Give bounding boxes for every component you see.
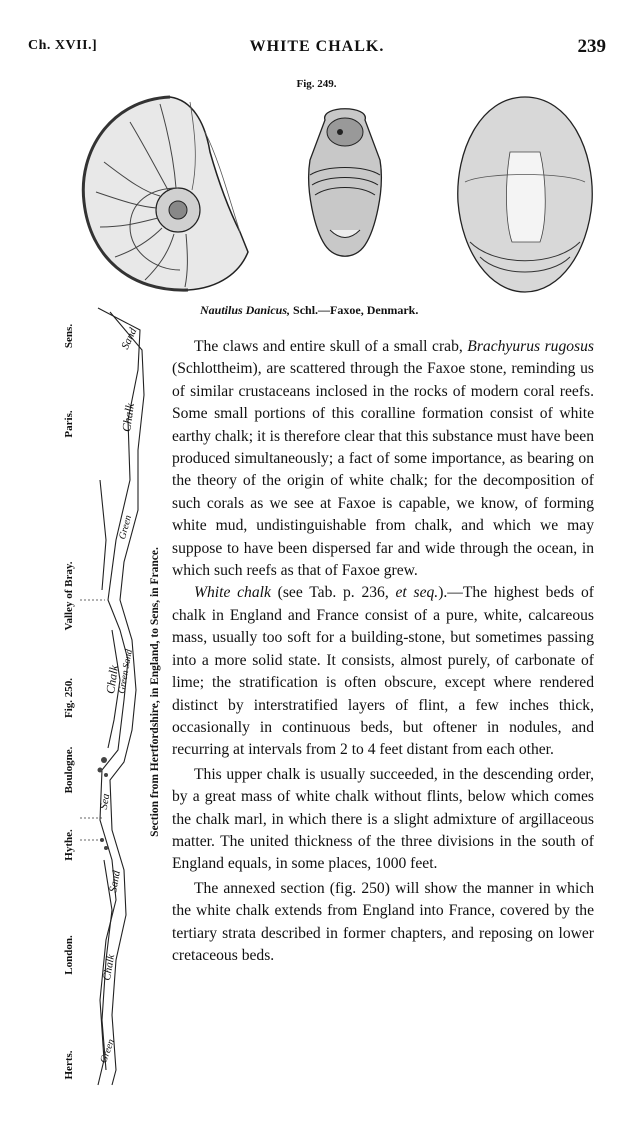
place-sens: Sens. — [63, 323, 75, 349]
caption-species: Nautilus Danicus, — [200, 303, 291, 317]
nautilus-back-view — [458, 97, 592, 292]
stratum-label: Green Sand — [117, 648, 135, 695]
chapter-label: Ch. XVII.] — [28, 38, 98, 53]
place-boulogne: Boulogne. — [63, 746, 75, 794]
body-text — [172, 336, 594, 967]
nautilus-side-view — [83, 97, 248, 290]
caption-rest: Schl.—Faxoe, Denmark. — [290, 303, 419, 317]
figure-249-caption — [200, 303, 460, 318]
place-herts: Herts. — [63, 1050, 75, 1080]
page-title: WHITE CHALK. — [249, 38, 385, 55]
species-name: Brachyurus rugosus — [467, 338, 594, 355]
stratum-label: Chalk — [119, 402, 137, 433]
nautilus-front-view — [309, 109, 382, 257]
place-valley-of-bray: Valley of Bray. — [63, 561, 75, 631]
geological-section-figure — [20, 300, 180, 1090]
figure-250-label: Fig. 250. — [63, 677, 75, 719]
stratum-label: Chalk — [100, 953, 118, 982]
place-hythe: Hythe. — [63, 829, 75, 861]
place-london: London. — [63, 935, 75, 975]
page-number: 239 — [577, 36, 606, 57]
nautilus-illustrations — [70, 92, 600, 300]
stratum-label: Green — [117, 514, 135, 541]
stratum-label: Sand — [119, 326, 140, 352]
paragraph-crab: The claws and entire skull of a small crab, Brachyurus rugosus (Schlottheim), are scattered through the Faxoe stone, reminding us of similar crustaceans inclosed in the rocks of modern coral reefs. Some small portions of this coralline formation consist of white earthy chalk; it is therefore clear that this substance must have been produced simultaneously; a fact of some importance, as bearing on the theory of the origin of white chalk; for the decomposition of such corals as we see at Faxoe is capable, we know, of forming white mud, undistinguishable from chalk, and which we may suppose to have been dispersed far and wide through the ocean, in which such reefs as that of Faxoe grew. — [172, 338, 594, 580]
stratum-label: Green — [98, 1037, 118, 1065]
place-paris: Paris. — [63, 410, 75, 438]
figure-249-label: Fig. 249. — [296, 78, 337, 90]
paragraph-white-chalk: White chalk (see Tab. p. 236, et seq.).—The highest beds of chalk in England and France consist of a pure, white, calcareous mass, usually too soft for a building-stone, but sometimes passing into a more solid state. It consists, almost purely, of carbonate of lime; the stratification is often obscure, except where rendered distinct by interstratified layers of flint, a few inches thick, occasionally in continuous beds, but oftener in nodules, and recurring at intervals from 2 to 4 feet distant from each other. — [172, 584, 594, 759]
section-title: Section from Hertfordshire, in England, to Sens, in France. — [149, 547, 161, 837]
running-head — [28, 36, 606, 58]
stratum-label: Sand — [107, 869, 123, 894]
paragraph-annexed-section: The annexed section (fig. 250) will show the manner in which the white chalk extends from England into France, covered by the tertiary strata described in former chapters, and reposing on lower cretaceous beds. — [172, 879, 594, 964]
paragraph-upper-chalk: This upper chalk is usually succeeded, in the descending order, by a great mass of white chalk without flints, below which comes the chalk marl, in which there is a slight admixture of argillaceous matter. The united thickness of the three divisions in the south of England equals, in some places, 1000 feet. — [172, 765, 594, 873]
stratum-label: Chalk — [103, 664, 121, 695]
stratum-label: Sea — [97, 792, 113, 811]
term-white-chalk: White chalk — [194, 584, 271, 602]
